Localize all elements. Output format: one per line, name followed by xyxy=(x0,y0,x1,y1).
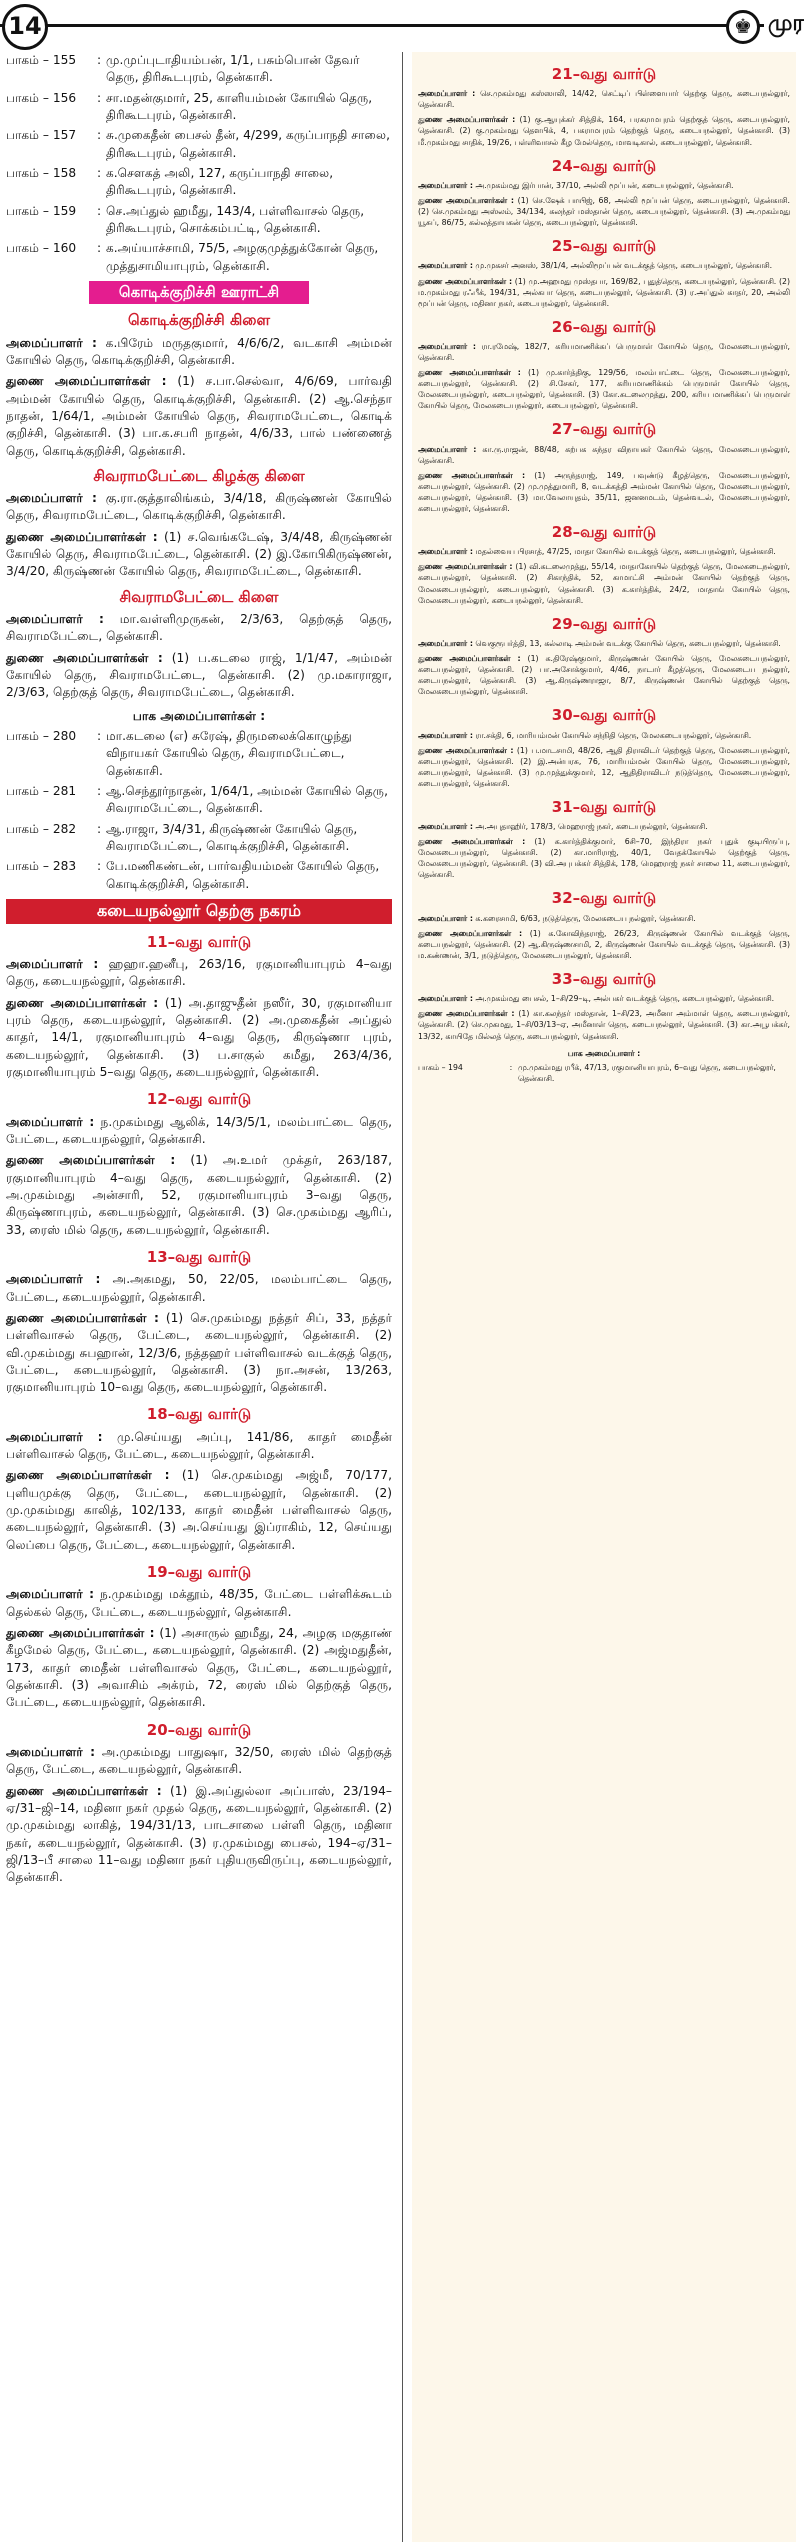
ward-heading: 11–வது வார்டு xyxy=(146,932,252,951)
organizer-details: கு.ரா.குத்தாலிங்கம், 3/4/18, கிருஷ்ணன் கோயில் தெரு, சிவராமபேட்டை, கொடிக்குறிச்சி, தென்காசி. xyxy=(6,491,392,523)
role-label: துணை அமைப்பாளர்கள் : xyxy=(418,115,516,125)
ward-heading: 18–வது வார்டு xyxy=(146,1405,252,1424)
booth-colon: : xyxy=(96,859,102,874)
organizer-entry xyxy=(418,470,790,514)
booth-colon: : xyxy=(96,90,102,105)
ward-heading: 12–வது வார்டு xyxy=(146,1090,252,1109)
role-label: துணை அமைப்பாளர்கள் : xyxy=(6,1468,170,1483)
organizer-entry xyxy=(418,195,790,228)
organizer-entry xyxy=(6,529,392,581)
organizer-details: ந.முகம்மது ஆலிக், 14/3/5/1, மலம்பாட்டை தெரு, பேட்டை, கடையநல்லூர், தென்காசி. xyxy=(6,1114,393,1146)
organizer-details: அ.அகமது, 50, 22/05, மலம்பாட்டை தெரு, பேட்டை, கடையநல்லூர், தென்காசி. xyxy=(6,1272,393,1304)
organizer-entry xyxy=(6,373,392,460)
booth-colon: : xyxy=(96,203,102,218)
ward-heading: 32–வது வார்டு xyxy=(551,889,657,908)
organizer-details: மு.முகசர் அனஸ், 38/1/4, அல்லிமூப்பன் வடக்குத் தெரு, கடையநல்லூர், தென்காசி. xyxy=(472,261,773,271)
booth-organizer: சா.மதன்குமார், 25, காளியம்மன் கோயில் தெரு, திரிகூடபுரம், தென்காசி. xyxy=(106,90,373,122)
organizer-details: அ.அபுதாஹிர், 178/3, மெஹராஜ் நகர், கடையநல்லூர், தென்காசி. xyxy=(472,822,708,832)
organizer-details: (1) ச.வெங்கடேஷ், 3/4/48, கிருஷ்ணன் கோயில் தெரு, சிவராமபேட்டை, தென்காசி. (2) இ.கோபிகிருஷ்ணன், 3/4/20, கிருஷ்ணன் கோயில் தெரு, சிவராமபேட்டை, தென்காசி. xyxy=(6,529,392,579)
role-label: அமைப்பாளர் : xyxy=(418,444,477,454)
role-label: அமைப்பாளர் : xyxy=(418,730,473,740)
organizer-details: (1) அருந்தராஜ், 149, பவுண்டு கீழத்தெரு, மேலகடையநல்லூர், கடையநல்லூர், தென்காசி. (2) மு.முத்துமாரி, 8, வடக்கத்தி அம்மன் கோயில் தெரு, மேலகடையநல்லூர், கடையநல்லூர், தென்காசி. (3) மா.வேலாயுதம், 35/11, ஜனனமடம், தென்வடல், மேலகடையநல்லூர், கடையநல்லூர், தென்காசி. xyxy=(418,470,790,513)
booth-organizer: க.செளகத் அலி, 127, கருப்பாநதி சாலை, திரிகூடபுரம், தென்காசி. xyxy=(106,165,334,198)
branch-heading: சிவராமபேட்டை கிளை xyxy=(119,587,279,606)
organizer-details: க.பிரேம் மருதகுமார், 4/6/6/2, வடகாசி அம்மன் கோயில் தெரு, கொடிக்குறிச்சி, தென்காசி. xyxy=(6,335,392,367)
role-label: அமைப்பாளர் : xyxy=(6,1587,94,1602)
organizer-entry xyxy=(6,1429,392,1464)
role-label: அமைப்பாளர் : xyxy=(418,547,473,557)
organizer-details: ஹஹா.ஹனீபு, 263/16, ரகுமானியாபுரம் 4–வது தெரு, கடையநல்லூர், தென்காசி. xyxy=(6,957,392,989)
booth-organizer: க.அய்யாச்சாமி, 75/5, அழகுமுத்துக்கோன் தெரு, முத்துசாமியாபுரம், தென்காசி. xyxy=(106,241,379,273)
organizer-details: (1) மு.கார்த்திகு, 129/56, மலம்பாட்டை தெரு, மேலகடையநல்லூர், கடையநல்லூர், தென்காசி. (2) சி.சேகர், 177, கரியமாணிக்கம் பெருமாள் கோயில் தெரு, மேலகடையநல்லூர், கடையநல்லூர், தென்காசி. (3) கோ.சுடலைமுத்து, 200, கரிய மாணிக்கப் பெருமாள் கோயில் தெரு, மேலகடையநல்லூர், கடையநல்லூர், தென்காசி. xyxy=(418,368,791,411)
role-label: துணை அமைப்பாளர்கள் : xyxy=(6,1626,155,1641)
organizer-details: (1) அ.உமர் முக்தர், 263/187, ரகுமானியாபுரம் 4–வது தெரு, கடையநல்லூர், தென்காசி. (2) அ.முகம்மது அன்சாரி, 52, ரகுமானியாபுரம் 3–வது தெரு, கிருஷ்ணாபுரம், கடையநல்லூர், தென்காசி. (3) செ.முகம்மது ஆரிப், 33, ரைஸ் மில் தெரு, கடையநல்லூர், தென்காசி. xyxy=(6,1153,392,1237)
organizer-details: (1) க.கோவிந்தராஜ், 26/23, கிருஷ்ணன் கோயில் வடக்குத் தெரு, கடையநல்லூர், தென்காசி. (2) ஆ.கிருஷ்ணசாமி, 2, கிருஷ்ணன் கோயில் வடக்குத் தெரு, தென்காசி. (3) ம.கண்ணன், 3/1, நடுத்தெரு, மேலகடையநல்லூர், தென்காசி. xyxy=(418,928,790,960)
organizer-entry xyxy=(6,995,392,1082)
organizer-entry xyxy=(6,490,392,525)
booth-colon: : xyxy=(96,821,102,836)
role-label: துணை அமைப்பாளர்கள் : xyxy=(418,837,526,847)
ward-heading: 29–வது வார்டு xyxy=(551,614,657,633)
booth-colon: : xyxy=(96,53,102,67)
booth-colon: : xyxy=(96,128,102,143)
booth-organizer: மு.முகம்மது ரபீக், 47/13, ரகுமானியாபுரம், 6–வது தெரு, கடையநல்லூர், தென்காசி. xyxy=(518,1062,776,1083)
booth-number: பாகம் – 282 xyxy=(6,821,77,836)
role-label: அமைப்பாளர் : xyxy=(418,342,477,351)
organizer-entry xyxy=(6,1744,392,1779)
ward-heading: 25–வது வார்டு xyxy=(551,237,657,256)
booth-row xyxy=(6,165,392,200)
organizer-entry xyxy=(418,444,790,466)
organizer-entry xyxy=(6,1152,392,1239)
ward-heading: 24–வது வார்டு xyxy=(551,156,657,175)
booth-organizer: மு.முப்புடாதியம்பன், 1/1, பசும்பொன் தேவர் தெரு, திரிகூடபுரம், தென்காசி. xyxy=(106,53,360,85)
booth-row xyxy=(418,1062,790,1084)
booth-colon: : xyxy=(96,241,102,256)
role-label: அமைப்பாளர் : xyxy=(6,1272,101,1287)
column-divider xyxy=(402,52,403,2542)
organizer-details: ரா.சக்தி, 6, மாரியம்மன் கோயில் சந்நிதி தெரு, மேலகடையநல்லூர், தென்காசி. xyxy=(472,730,752,740)
ward-heading: 30–வது வார்டு xyxy=(551,706,657,725)
organizer-details: (1) க.திரேஷ்குமார், கிருஷ்ணன் கோயில் தெரு, மேலகடையநல்லூர், கடையநல்லூர், தென்காசி. (2) பா.அசோக்குமார், 4/46, நாடார் கீழத்தெரு, மேலகடைய நல்லூர், கடையநல்லூர், தென்காசி. (3) ஆ.கிருஷ்ணராஜா, 8/7, கிருஷ்ணன் கோயில் தெற்குத் தெரு, மேலகடையநல்லூர், தென்காசி. xyxy=(418,654,790,697)
right-column xyxy=(412,52,796,2542)
role-label: அமைப்பாளர் : xyxy=(6,1744,95,1759)
organizer-details: (1) ச.பா.செல்வா, 4/6/69, பார்வதி அம்மன் கோயில் தெரு, கொடிக்குறிச்சி, தென்காசி. (2) ஆ.செந்தா நாதன், 1/64/1, அம்மன் கோயில் தெரு, சிவராமபேட்டை, கொடிக் குறிச்சி, தென்காசி. (3) பா.க.சபரி நாதன், 4/6/33, பால் பண்ணைத் தெரு, கொடிக்குறிச்சி, தென்காசி. xyxy=(6,374,392,458)
role-label: துணை அமைப்பாளர்கள் : xyxy=(418,195,515,205)
booth-number: பாகம் – 280 xyxy=(6,729,77,744)
booth-row xyxy=(6,52,392,87)
booth-colon: : xyxy=(96,165,102,180)
role-label: அமைப்பாளர் : xyxy=(6,612,104,627)
ward-heading: 27–வது வார்டு xyxy=(551,420,657,439)
left-column xyxy=(6,52,392,1891)
organizer-entry xyxy=(6,1310,392,1397)
booth-number: பாகம் – 156 xyxy=(6,90,77,105)
organizer-entry xyxy=(418,561,790,605)
ward-heading: 20–வது வார்டு xyxy=(146,1720,252,1739)
organizer-details: செ.முகம்மது கஸ்ஸாலி, 14/42, செட்டிப் பிள்ளையார் தெற்கு தெரு, கடையநல்லூர், தென்காசி. xyxy=(418,89,790,110)
organizer-entry xyxy=(418,638,790,649)
organizer-entry xyxy=(6,1625,392,1712)
organizer-details: அ.முகம்மது பாதுஷா, 32/50, ரைஸ் மில் தெற்குத் தெரு, பேட்டை, கடையநல்லூர், தென்காசி. xyxy=(6,1744,393,1777)
organizer-details: (1) அ.தாஜுதீன் நஸீர், 30, ரகுமானியா புரம் தெரு, கடையநல்லூர், தென்காசி. (2) அ.முகைதீன் அப்துல் காதர், 14/1, ரகுமானியாபுரம் 4–வது தெரு, கிருஷ்ணா புரம், கடையநல்லூர், தென்காசி. (3) ப.சாகுல் கமீது, 263/4/36, ரகுமானியாபுரம் 5–வது தெரு, கடையநல்லூர், தென்காசி. xyxy=(6,995,392,1079)
booth-number: பாகம் – 159 xyxy=(6,203,77,218)
organizer-details: (1) செ.ஷேக் பாயிஜ், 68, அல்லி மூப்பன் தெரு, கடையநல்லூர், தென்காசி. (2) செ.முகம்மது அஸ்லம், 34/134, கலந்தர் மஸ்தான் தெரு, கடையநல்லூர், தென்காசி. (3) அ.முகம்மது யூசுப், 86/75, கல்லத்தாயகன் தெரு, கடையநல்லூர், தென்காசி. xyxy=(418,195,790,228)
role-label: அமைப்பாளர் : xyxy=(418,89,476,99)
booth-number: பாகம் – 155 xyxy=(6,53,77,67)
ward-heading: 26–வது வார்டு xyxy=(551,317,657,336)
organizer-entry xyxy=(418,260,790,271)
organizer-details: (1) இ.அப்துல்லா அப்பாஸ், 23/194–ஏ/31–ஜி–14, மதினா நகர் முதல் தெரு, கடையநல்லூர், தென்காசி. (2) மு.முகம்மது லாகித், 194/31/13, பாடசாலை பள்ளி தெரு, மதினா நகர், கடையநல்லூர், தென்காசி. (3) ர.முகம்மது பைசல், 194–ஏ/31–ஜி/13–பீ சாலை 11–வது மதினா நகர் புதியருவிருப்பு, கடையநல்லூர், தென்காசி. xyxy=(6,1783,392,1885)
role-label: துணை அமைப்பாளர்கள் : xyxy=(418,276,513,286)
booth-number: பாகம் – 160 xyxy=(6,241,77,256)
union-banner: கொடிக்குறிச்சி ஊராட்சி xyxy=(89,281,309,304)
organizer-details: (1) ப.கடலை ராஜ், 1/1/47, அம்மன் கோயில் தெரு, சிவராமபேட்டை, தென்காசி. (2) மு.மகாராஜா, 2/3/63, தெற்குத் தெரு, சிவராமபேட்டை, தென்காசி. xyxy=(6,650,392,700)
organizer-details: (1) க.கார்த்திக்குமார், 6சி–70, இந்திரா நகர் புதுக் குடியிருப்பு, மேலகடையநல்லூர், தென்காசி. (2) கா.மாரிராஜ், 40/1, வேதக்கோயில் தெற்குத் தெரு, மேலகடையநல்லூர், தென்காசி. (3) வி.அபுபக்கர் சித்திக், 178, மெஹராஜ் நகர் சாலை 11, கடையநல்லூர், தென்காசி. xyxy=(418,837,791,880)
booth-number: பாகம் – 158 xyxy=(6,165,77,180)
role-label: துணை அமைப்பாளர்கள் : xyxy=(418,654,521,664)
header-rule xyxy=(0,24,800,27)
booth-row xyxy=(6,858,392,893)
role-label: அமைப்பாளர் : xyxy=(6,335,97,350)
role-label: அமைப்பாளர் : xyxy=(418,994,473,1004)
booth-row xyxy=(6,203,392,238)
organizer-entry xyxy=(418,928,790,961)
ward-heading: 33–வது வார்டு xyxy=(551,970,657,989)
booth-organizer: ஆ.ராஜா, 3/4/31, கிருஷ்ணன் கோயில் தெரு, சிவராமபேட்டை, கொடிக்குறிச்சி, தென்காசி. xyxy=(106,821,358,853)
organizer-details: மதல்வைய பிரசாத், 47/25, மாதா கோயில் வடக்குத் தெரு, கடையநல்லூர், தென்காசி. xyxy=(472,547,776,557)
organizer-entry xyxy=(418,745,790,789)
ward-heading: 21–வது வார்டு xyxy=(551,65,657,83)
organizer-entry xyxy=(6,1467,392,1554)
role-label: அமைப்பாளர் : xyxy=(418,638,473,648)
role-label: துணை அமைப்பாளர்கள் : xyxy=(6,1153,176,1168)
organizer-entry xyxy=(418,1008,790,1041)
organizer-entry xyxy=(418,367,790,411)
booth-organizer: ஆ.செந்தூர்நாதன், 1/64/1, அம்மன் கோயில் தெரு, சிவராமபேட்டை, தென்காசி. xyxy=(106,784,388,816)
organizer-details: கா.ரு.ராஜன், 88/48, கற்பக சுந்தர விநாயகர் கோயில் தெரு, மேலகடையநல்லூர், தென்காசி. xyxy=(418,444,790,465)
organizer-details: க.கரைசாமி, 6/63, நடுத்தெரு, மேலகடைய நல்லூர், தென்காசி. xyxy=(472,913,696,923)
organizer-entry xyxy=(418,114,790,147)
role-label: துணை அமைப்பாளர்கள் : xyxy=(6,995,159,1010)
organizer-details: (1) கு.ஆயுக்கர் சித்திக், 164, பரகராமபுரம் தெற்குத் தெரு, கடையநல்லூர், தென்காசி. (2) கு.முகம்மது தௌபிக், 4, பகராமபுரம் தெற்குத் தெரு, கடையநல்லூர், தென்காசி. (3) மீ.முகம்மது சாதிக், 19/26, பள்ளிவாசல் கீழ மேல்தெரு, மாவடிகால், கடையநல்லூர், தென்காசி. xyxy=(418,115,790,147)
organizer-details: ந.முகம்மது மக்தூம், 48/35, பேட்டை பள்ளிக்கூடம் தெல்கல் தெரு, பேட்டை, கடையநல்லூர், தென்காசி. xyxy=(6,1587,393,1619)
organizer-entry xyxy=(6,611,392,646)
booth-number: பாகம் – 281 xyxy=(6,784,77,799)
booth-row xyxy=(6,90,392,125)
organizer-entry xyxy=(418,730,790,741)
role-label: அமைப்பாளர் : xyxy=(418,180,473,190)
branch-heading: சிவராமபேட்டை கிழக்கு கிளை xyxy=(93,466,305,485)
organizer-details: (1) வி.கடலைமுத்து, 55/14, மாதாகோயில் தெற்குத் தெரு, மேலகடைநல்லூர், கடையநல்லூர், தென்காசி. (2) சிகாந்திக், 52, காமாட்சி அம்மன் கோயில் தெற்குத் தெரு, மேலகடையநல்லூர், கடையநல்லூர், தென்காசி. (3) க.கார்த்திக், 24/2, மாதாங் கோயில் தெரு, மேலகடையநல்லூர், கடையநல்லூர், தென்காசி. xyxy=(418,562,790,605)
organizer-details: (1) அசாருல் ஹமீது, 24, அழகு மகுதாண் கீழமேல் தெரு, பேட்டை, கடையநல்லூர், தென்காசி. (2) அஜ்மதுதீன், 173, காதர் மைதீன் பள்ளிவாசல் தெரு, பேட்டை, கடையநல்லூர், தென்காசி. (3) அவாசிம் அக்ரம், 72, ரைஸ் மில் தெற்குத் தெரு, பேட்டை, கடையநல்லூர், தென்காசி. xyxy=(6,1626,392,1710)
role-label: துணை அமைப்பாளர்கள் : xyxy=(418,368,521,378)
role-label: அமைப்பாளர் : xyxy=(418,822,473,832)
ward-heading: 28–வது வார்டு xyxy=(551,523,657,542)
booth-organizer: செ.அப்துல் ஹமீது, 143/4, பள்ளிவாசல் தெரு, திரிகூடபுரம், சொக்கம்பட்டி, தென்காசி. xyxy=(106,203,365,235)
role-label: அமைப்பாளர் : xyxy=(6,491,97,506)
role-label: துணை அமைப்பாளர்கள் : xyxy=(418,928,523,938)
organizer-details: (1) செ.முகம்மது நத்தர் சிப், 33, நத்தர் பள்ளிவாசல் தெரு, பேட்டை, கடையநல்லூர், தென்காசி. (2) வி.முகம்மது சுபஹான், 12/3/6, நத்தஹர் பள்ளிவாசல் வடக்குத் தெரு, பேட்டை, கடையநல்லூர், தென்காசி. (3) நா.அசன், 13/263, ரகுமானியாபுரம் 10–வது தெரு, கடையநல்லூர், தென்காசி. xyxy=(6,1310,392,1395)
organizer-entry xyxy=(6,956,392,991)
organizer-details: (1) கா.கலந்தர் மஸ்தான், 1–சி/23, அமீனா அம்மாள் தெரு, கடையநல்லூர், தென்காசி. (2) செ.முகமது, 1–சி/03/13–ஏ, அமீனாள் தெரு, கடையநல்லூர், தென்காசி. (3) கா.அபூபக்கர், 13/32, காயிதே மில்லத் தெரு, கடையநல்லூர், தென்காசி. xyxy=(418,1009,791,1041)
organizer-details: அ.முகம்மது பைசல், 1–சி/29–டி, அல்பகர் வடக்குத் தெரு, கடையநல்லூர், தென்காசி. xyxy=(472,994,775,1004)
organizer-details: ரா.ரமேஷ், 182/7, கரியமாணிக்கப் பெருமாள் கோயில் தெரு, மேலகடையநல்லூர், தென்காசி. xyxy=(418,342,790,363)
organizer-details: (1) செ.முகம்மது அஜ்மீ, 70/177, புளியமுக்கு தெரு, பேட்டை, கடையநல்லூர், தென்காசி. (2) மு.முகம்மது காலித், 102/133, காதர் மைதீன் பள்ளிவாசல் தெரு, கடையநல்லூர், தென்காசி. (3) அ.செய்யது இப்ராகிம், 12, செய்யது லெப்பை தெரு, பேட்டை, கடையநல்லூர், தென்காசி. xyxy=(6,1468,392,1552)
organizer-details: அ.முகம்மது இர்பான், 37/10, அல்லி மூப்பன், கடையநல்லூர், தென்காசி. xyxy=(472,180,734,190)
organizer-entry xyxy=(6,1114,392,1149)
organizer-entry xyxy=(418,836,790,880)
booth-colon: : xyxy=(96,729,102,744)
role-label: துணை அமைப்பாளர்கள் : xyxy=(6,374,167,389)
organizer-entry xyxy=(6,1586,392,1621)
ward-heading: 31–வது வார்டு xyxy=(551,797,657,816)
role-label: துணை அமைப்பாளர்கள் : xyxy=(6,529,158,544)
role-label: அமைப்பாளர் : xyxy=(418,913,473,923)
organizer-details: மு.செய்யது அப்பு, 141/86, காதர் மைதீன் பள்ளிவாசல் தெரு, பேட்டை, கடையநல்லூர், தென்காசி. xyxy=(6,1429,392,1462)
organizer-details: வெகுரூபர்த்தி, 13, கல்லாடி அம்மன் வடக்கு கோயில் தெரு, கடையநல்லூர், தென்காசி. xyxy=(472,638,781,648)
organizer-entry xyxy=(418,341,790,363)
booth-colon: : xyxy=(96,784,102,799)
booth-number: பாகம் – 283 xyxy=(6,859,77,874)
booth-number: பாகம் – 157 xyxy=(6,128,77,143)
role-label: துணை அமைப்பாளர்கள் : xyxy=(6,1310,159,1325)
role-label: துணை அமைப்பாளர்கள் : xyxy=(6,1783,162,1798)
organizer-entry xyxy=(418,653,790,697)
role-label: அமைப்பாளர் : xyxy=(418,261,473,271)
booth-row xyxy=(6,240,392,275)
branch-heading: கொடிக்குறிச்சி கிளை xyxy=(127,311,271,330)
organizer-entry xyxy=(6,650,392,702)
ward-heading: 13–வது வார்டு xyxy=(146,1247,252,1266)
role-label: துணை அமைப்பாளர்கள் : xyxy=(418,1009,515,1019)
organizer-entry xyxy=(418,276,790,309)
booth-number: பாகம் – 194 xyxy=(418,1062,463,1072)
organizer-details: மா.வள்ளிமுருகன், 2/3/63, தெற்குத் தெரு, சிவராமபேட்டை, தென்காசி. xyxy=(6,612,392,644)
role-label: துணை அமைப்பாளர்கள் : xyxy=(6,650,163,665)
booth-colon: : xyxy=(509,1062,513,1072)
organizer-entry xyxy=(6,1271,392,1306)
town-banner: கடையநல்லூர் தெற்கு நகரம் xyxy=(6,899,392,924)
role-label: துணை அமைப்பாளர்கள் : xyxy=(418,562,513,572)
booth-row xyxy=(6,728,392,780)
booth-organizers-heading: பாக அமைப்பாளர்கள் : xyxy=(132,708,266,723)
booth-organizer: மா.கடலை (எ) சுரேஷ், திருமலைக்கொழுந்து விநாயகர் கோயில் தெரு, சிவராமபேட்டை, தென்காசி. xyxy=(106,729,352,778)
organizer-entry xyxy=(6,1783,392,1887)
role-label: அமைப்பாளர் : xyxy=(6,1429,103,1444)
role-label: துணை அமைப்பாளர்கள் : xyxy=(418,745,514,755)
booth-row xyxy=(6,821,392,856)
organizer-entry xyxy=(418,913,790,924)
organizer-entry xyxy=(418,88,790,110)
organizer-details: (1) மு.அஹமது முஸ்தபா, 169/82, புதுத்தெரு, கடையநல்லூர், தென்காசி. (2) ம.முகம்மது ரஃபீக், 194/31, அல்கபா தெரு, கடையநல்லூர், தென்காசி. (3) ர.அப்துல் காதர், 20, அல்லி மூப்பன் தெரு, மதினா நகர், கடையநல்லூர், தென்காசி. xyxy=(418,276,791,308)
ward-heading: 19–வது வார்டு xyxy=(146,1563,252,1582)
role-label: அமைப்பாளர் : xyxy=(6,1114,95,1129)
booth-organizers-heading: பாக அமைப்பாளர் : xyxy=(567,1048,641,1058)
organizer-entry xyxy=(418,180,790,191)
masthead: முர xyxy=(764,8,800,39)
role-label: அமைப்பாளர் : xyxy=(6,957,99,971)
article-columns xyxy=(0,52,800,2547)
organizer-entry xyxy=(6,335,392,370)
organizer-details: (1) ப.மாடசாமி, 48/26, ஆதி திராவிடர் தெற்குத் தெரு, மேலகடையநல்லூர், கடையநல்லூர், தென்காசி. (2) இ.அன்பரசு, 76, மாரியம்மன் கோயில் தெரு, மேலகடையநல்லூர், கடையநல்லூர், தென்காசி. (3) மு.முத்துக்குமார், 12, ஆதிதிராவிடர் நடுத்தெரு, மேலகடையநல்லூர், கடையநல்லூர், தென்காசி. xyxy=(418,745,790,788)
page-header xyxy=(0,0,804,50)
role-label: துணை அமைப்பாளர்கள் : xyxy=(418,470,526,480)
booth-organizer: பே.மணிகண்டன், பார்வதியம்மன் கோயில் தெரு, கொடிக்குறிச்சி, தென்காசி. xyxy=(106,859,380,891)
booth-organizer: சு.முகைதீன் பைசல் தீன், 4/299, கருப்பாநதி சாலை, திரிகூடபுரம், தென்காசி. xyxy=(106,128,390,160)
booth-row xyxy=(6,127,392,162)
organizer-entry xyxy=(418,546,790,557)
organizer-entry xyxy=(418,993,790,1004)
booth-row xyxy=(6,783,392,818)
newspaper-logo-icon: ♚ xyxy=(726,10,760,44)
organizer-entry xyxy=(418,821,790,832)
page-number: 14 xyxy=(2,4,48,50)
